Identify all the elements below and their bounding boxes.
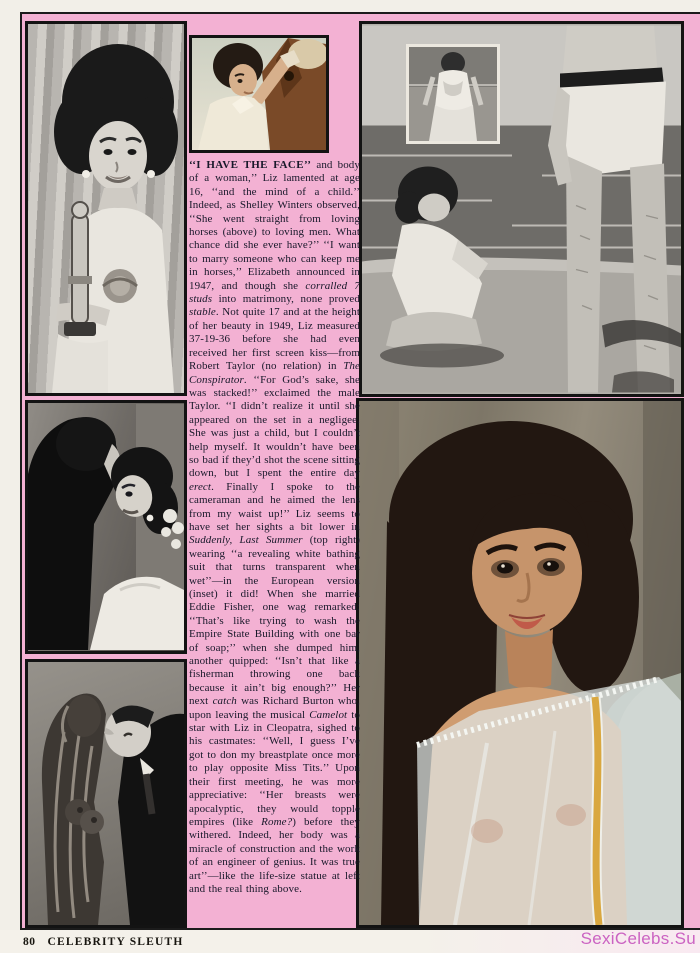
- article-segment: (top right) wearing ‘‘a revealing white bathing suit that turns transparent when wet’’—in the European version (inset) it did! When she married Eddie Fisher, one wag remarked: ‘‘That’s like trying to wash the Empire State Building with one bar of soap;’’ when she dumped him, another quipped: ‘‘Isn’t that like a fisherman throwing one back because it ain’t big enough?’’ Her next: [189, 534, 360, 708]
- article-segment: ) before they withered. Indeed, her body was a miracle of construction and the work of an engineer of genius. It was true art’’—like the life-size statue at left and the real thing above.: [189, 815, 360, 895]
- article-segment: ‘‘I HAVE THE FACE’’: [189, 159, 312, 171]
- liz-portrait-illustration: [359, 401, 681, 925]
- article-segment: stable: [189, 306, 216, 319]
- article-body: [189, 159, 360, 896]
- article-segment: Suddenly, Last Summer: [189, 534, 303, 547]
- liz-horse-illustration: [192, 38, 326, 150]
- article-segment: . ‘‘For God’s sake, she was stacked!’’ exclaimed the male Taylor. ‘‘I didn’t realize it until she appeared on the set in a negligee. She was just a child, but I couldn’t help myself. It wouldn’t have been so bad if they’d shot the scene sitting down, but I spent the entire day: [189, 373, 360, 480]
- statue-kiss-illustration: [28, 662, 184, 925]
- magazine-title: CELEBRITY SLEUTH: [47, 936, 184, 948]
- article-segment: . Not quite 17 and at the height of her beauty in 1949, Liz measured 37-19-36 before she had even received her first screen kiss—from Robert Taylor (no relation) in: [189, 306, 360, 373]
- photo-liz-portrait: [356, 398, 684, 928]
- photo-kiss: [25, 400, 187, 654]
- article-segment: Rome?: [261, 815, 293, 828]
- article-segment: into matrimony, none proved: [212, 293, 360, 306]
- beach-inset-illustration: [409, 47, 497, 141]
- article-segment: The Conspirator: [189, 360, 360, 386]
- article-segment: to star with Liz in Cleopatra, sighed to his castmates: ‘‘Well, I guess I’ve got to don my breastplate once more to play opposite Miss Tits.’’ Upon their first meeting, he was more appreciative: ‘‘Her breasts were apocalyptic, they would topple empires (like: [189, 708, 360, 828]
- photo-beach-inset: [406, 44, 500, 144]
- article-segment: erect: [189, 480, 212, 493]
- article-segment: corralled 7 studs: [189, 279, 360, 306]
- kiss-illustration: [28, 403, 184, 651]
- article-segment: and body of a woman,’’ Liz lamented at age 16, ‘‘and the mind of a child.’’ Indeed, as Shelley Winters observed, ‘‘She went straight from loving horses (above) to loving men. What chance did she ever have?’’ ‘‘I want to marry someone who can keep me in horses,’’ Elizabeth announced in 1947, and though she: [189, 159, 360, 292]
- photo-liz-horse: [189, 35, 329, 153]
- article-segment: was Richard Burton who, upon leaving the musical: [189, 695, 360, 721]
- photo-liz-oscar: [25, 21, 187, 396]
- article-segment: . Finally I spoke to the cameraman and he aimed the lens from my waist up!’’ Liz seems to have set her sights a bit lower in: [189, 480, 360, 533]
- page-number: 80: [23, 936, 36, 948]
- site-watermark: SexiCelebs.Su: [580, 929, 696, 948]
- page-footer: [23, 936, 184, 948]
- photo-statue-kiss: [25, 659, 187, 928]
- article-segment: Camelot: [309, 708, 348, 721]
- photo-beach-scene: [359, 21, 684, 397]
- liz-oscar-illustration: [28, 24, 184, 393]
- article-segment: catch: [212, 695, 237, 708]
